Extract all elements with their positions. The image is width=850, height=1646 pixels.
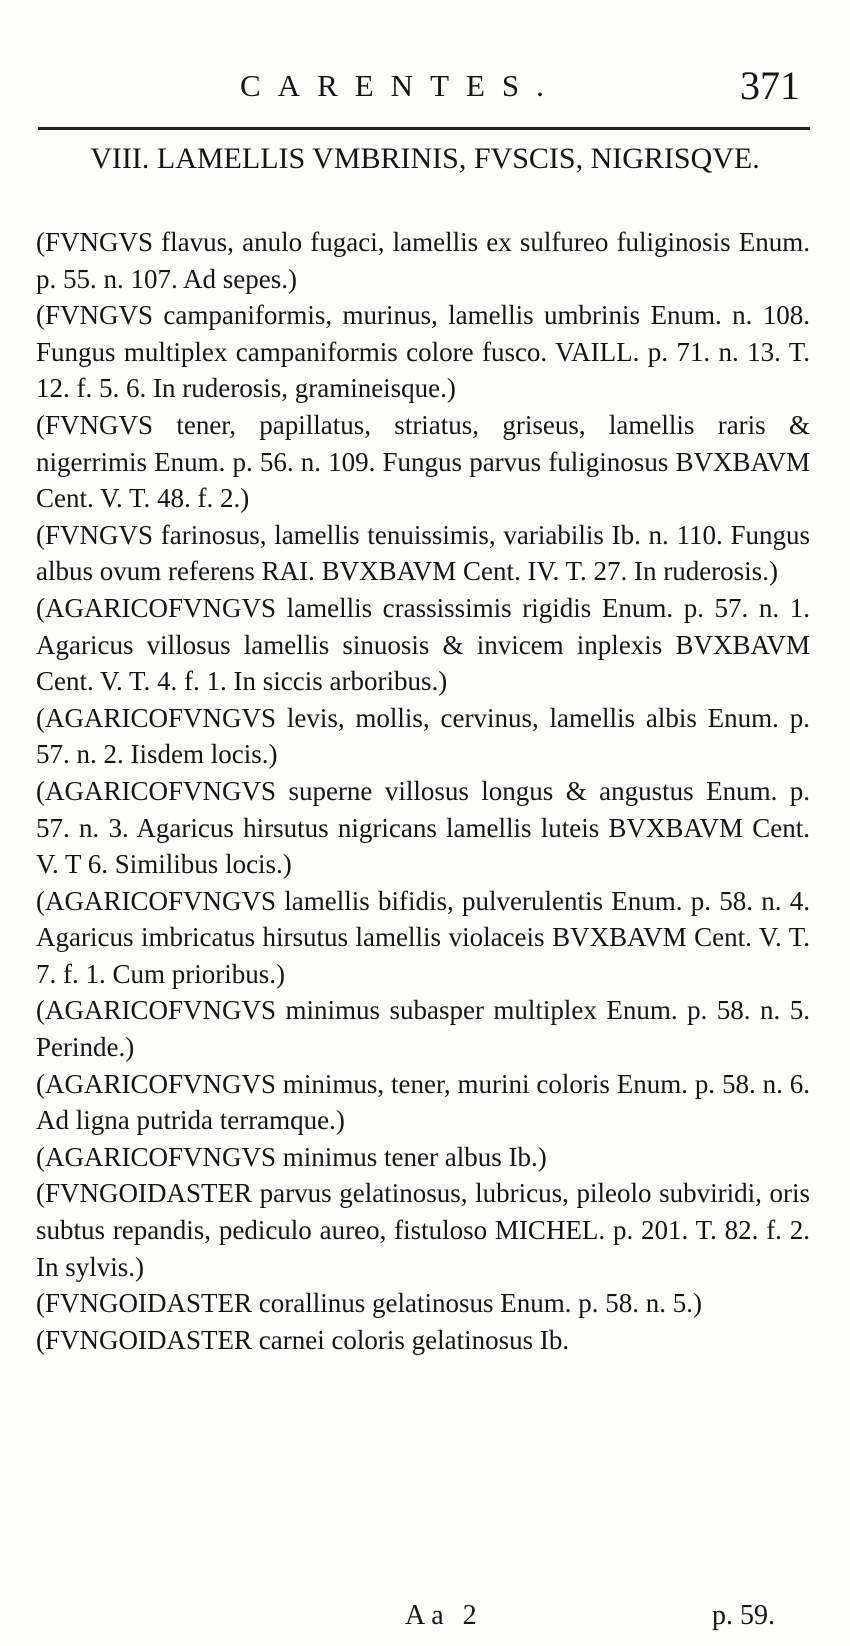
entry: (AGARICOFVNGVS lamellis crassissimis rigidis Enum. p. 57. n. 1. Agaricus villosus lamellis sinuosis & invicem inplexis BVXBAVM Cent. V. T. 4. f. 1. In siccis arboribus.) (36, 592, 810, 697)
entry: (AGARICOFVNGVS lamellis bifidis, pulverulentis Enum. p. 58. n. 4. Agaricus imbricatus hirsutus lamellis violaceis BVXBAVM Cent. V. T. 7. f. 1. Cum prioribus.) (36, 885, 810, 989)
entry: (FVNGVS campaniformis, murinus, lamellis umbrinis Enum. n. 108. Fungus multiplex campaniformis colore fusco. VAILL. p. 71. n. 13. T. 12. f. 5. 6. In ruderosis, gramineisque.) (36, 300, 810, 404)
catchword: p. 59. (712, 1600, 775, 1631)
entry: (FVNGOIDASTER parvus gelatinosus, lubricus, pileolo subviridi, oris subtus repandis, pediculo aureo, fistuloso MICHEL. p. 201. T. 82. f. 2. In sylvis.) (36, 1178, 810, 1282)
page-number: 371 (740, 63, 800, 108)
entry-list (36, 224, 810, 1358)
entry: (FVNGOIDASTER carnei coloris gelatinosus Ib. (36, 1324, 570, 1355)
page-header (0, 0, 850, 120)
header-rule (38, 127, 810, 130)
entry: (AGARICOFVNGVS minimus subasper multiplex Enum. p. 58. n. 5. Perinde.) (36, 995, 810, 1063)
entry: (FVNGVS flavus, anulo fugaci, lamellis ex sulfureo fuliginosis Enum. p. 55. n. 107. Ad sepes.) (36, 227, 810, 294)
signature-mark: Aa 2 (405, 1600, 483, 1631)
section-title: VIII. LAMELLIS VMBRINIS, FVSCIS, NIGRISQVE. (90, 142, 760, 175)
entry: (AGARICOFVNGVS levis, mollis, cervinus, lamellis albis Enum. p. 57. n. 2. Iisdem locis.) (36, 702, 810, 770)
entry: (FVNGOIDASTER corallinus gelatinosus Enum. p. 58. n. 5.) (36, 1288, 702, 1319)
entry: (AGARICOFVNGVS minimus tener albus Ib.) (36, 1141, 547, 1172)
page-footer (0, 1600, 850, 1640)
entry: (AGARICOFVNGVS minimus, tener, murini coloris Enum. p. 58. n. 6. Ad ligna putrida terramque.) (36, 1068, 810, 1136)
entry: (AGARICOFVNGVS superne villosus longus & angustus Enum. p. 57. n. 3. Agaricus hirsutus nigricans lamellis luteis BVXBAVM Cent. V. T 6. Similibus locis.) (36, 775, 810, 880)
entry: (FVNGVS tener, papillatus, striatus, griseus, lamellis raris & nigerrimis Enum. p. 56. n. 109. Fungus parvus fuliginosus BVXBAVM Cent. V. T. 48. f. 2.) (36, 409, 810, 514)
running-title: CARENTES. (240, 68, 561, 103)
entry: (FVNGVS farinosus, lamellis tenuissimis, variabilis Ib. n. 110. Fungus albus ovum referens RAI. BVXBAVM Cent. IV. T. 27. In ruderosis.) (36, 519, 810, 587)
